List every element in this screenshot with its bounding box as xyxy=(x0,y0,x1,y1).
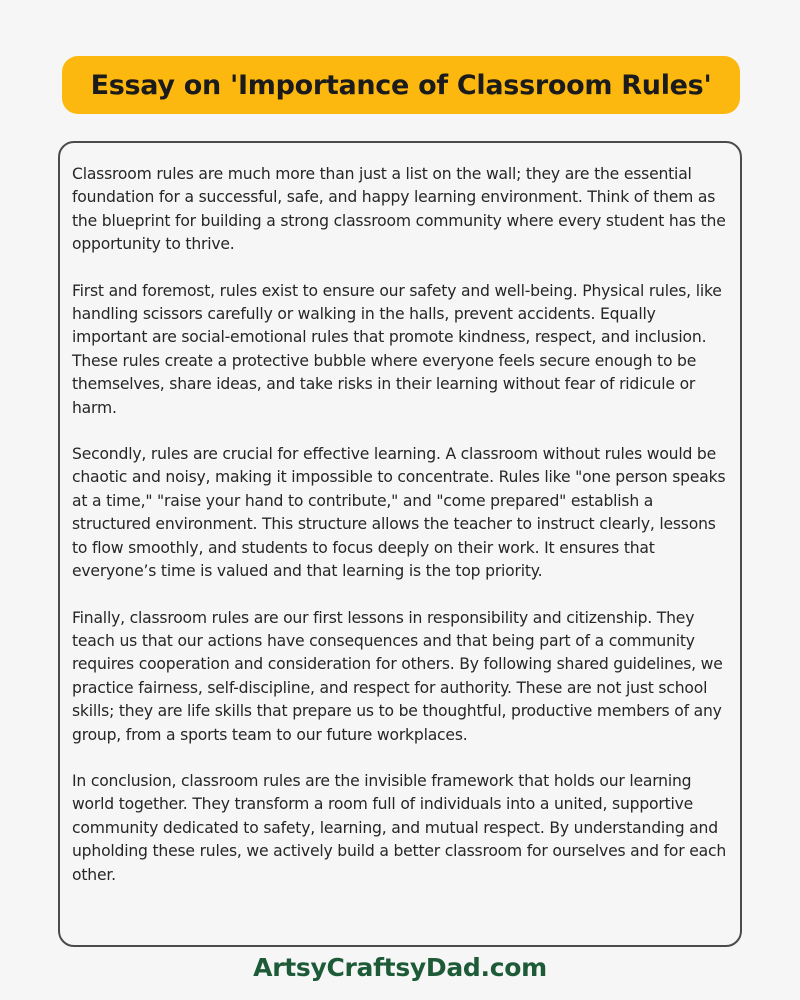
footer-brand: ArtsyCraftsyDad.com xyxy=(253,953,547,982)
title-banner xyxy=(62,56,740,114)
essay-box xyxy=(58,141,742,947)
essay-paragraph-citizenship: Finally, classroom rules are our first lessons in responsibility and citizenship. They teach us that our actions have consequences and that being part of a community requires cooperation and consideration for others. By following shared guidelines, we practice fairness, self-discipline, and respect for authority. These are not just school skills; they are life skills that prepare us to be thoughtful, productive members of any group, from a sports team to our future workplaces. xyxy=(72,608,723,744)
essay-paragraph-learning: Secondly, rules are crucial for effective learning. A classroom without rules would be chaotic and noisy, making it impossible to concentrate. Rules like "one person speaks at a time," "raise your hand to contribute," and "come prepared" establish a structured environment. This structure allows the teacher to instruct clearly, lessons to flow smoothly, and students to focus deeply on their work. It ensures that everyone’s time is valued and that learning is the top priority. xyxy=(72,445,726,581)
essay-paragraph-safety: First and foremost, rules exist to ensure our safety and well-being. Physical rules, like handling scissors carefully or walking in the halls, prevent accidents. Equally important are social-emotional rules that promote kindness, respect, and inclusion. These rules create a protective bubble where everyone feels secure enough to be themselves, share ideas, and take risks in their learning without fear of ridicule or harm. xyxy=(72,281,722,417)
essay-paragraph-conclusion: In conclusion, classroom rules are the invisible framework that holds our learning world together. They transform a room full of individuals into a united, supportive community dedicated to safety, learning, and mutual respect. By understanding and upholding these rules, we actively build a better classroom for ourselves and for each other. xyxy=(72,771,727,884)
page-title: Essay on 'Importance of Classroom Rules' xyxy=(90,69,712,101)
essay-paragraph-intro: Classroom rules are much more than just a list on the wall; they are the essential foundation for a successful, safe, and happy learning environment. Think of them as the blueprint for building a strong classroom community where every student has the opportunity to thrive. xyxy=(72,165,726,254)
